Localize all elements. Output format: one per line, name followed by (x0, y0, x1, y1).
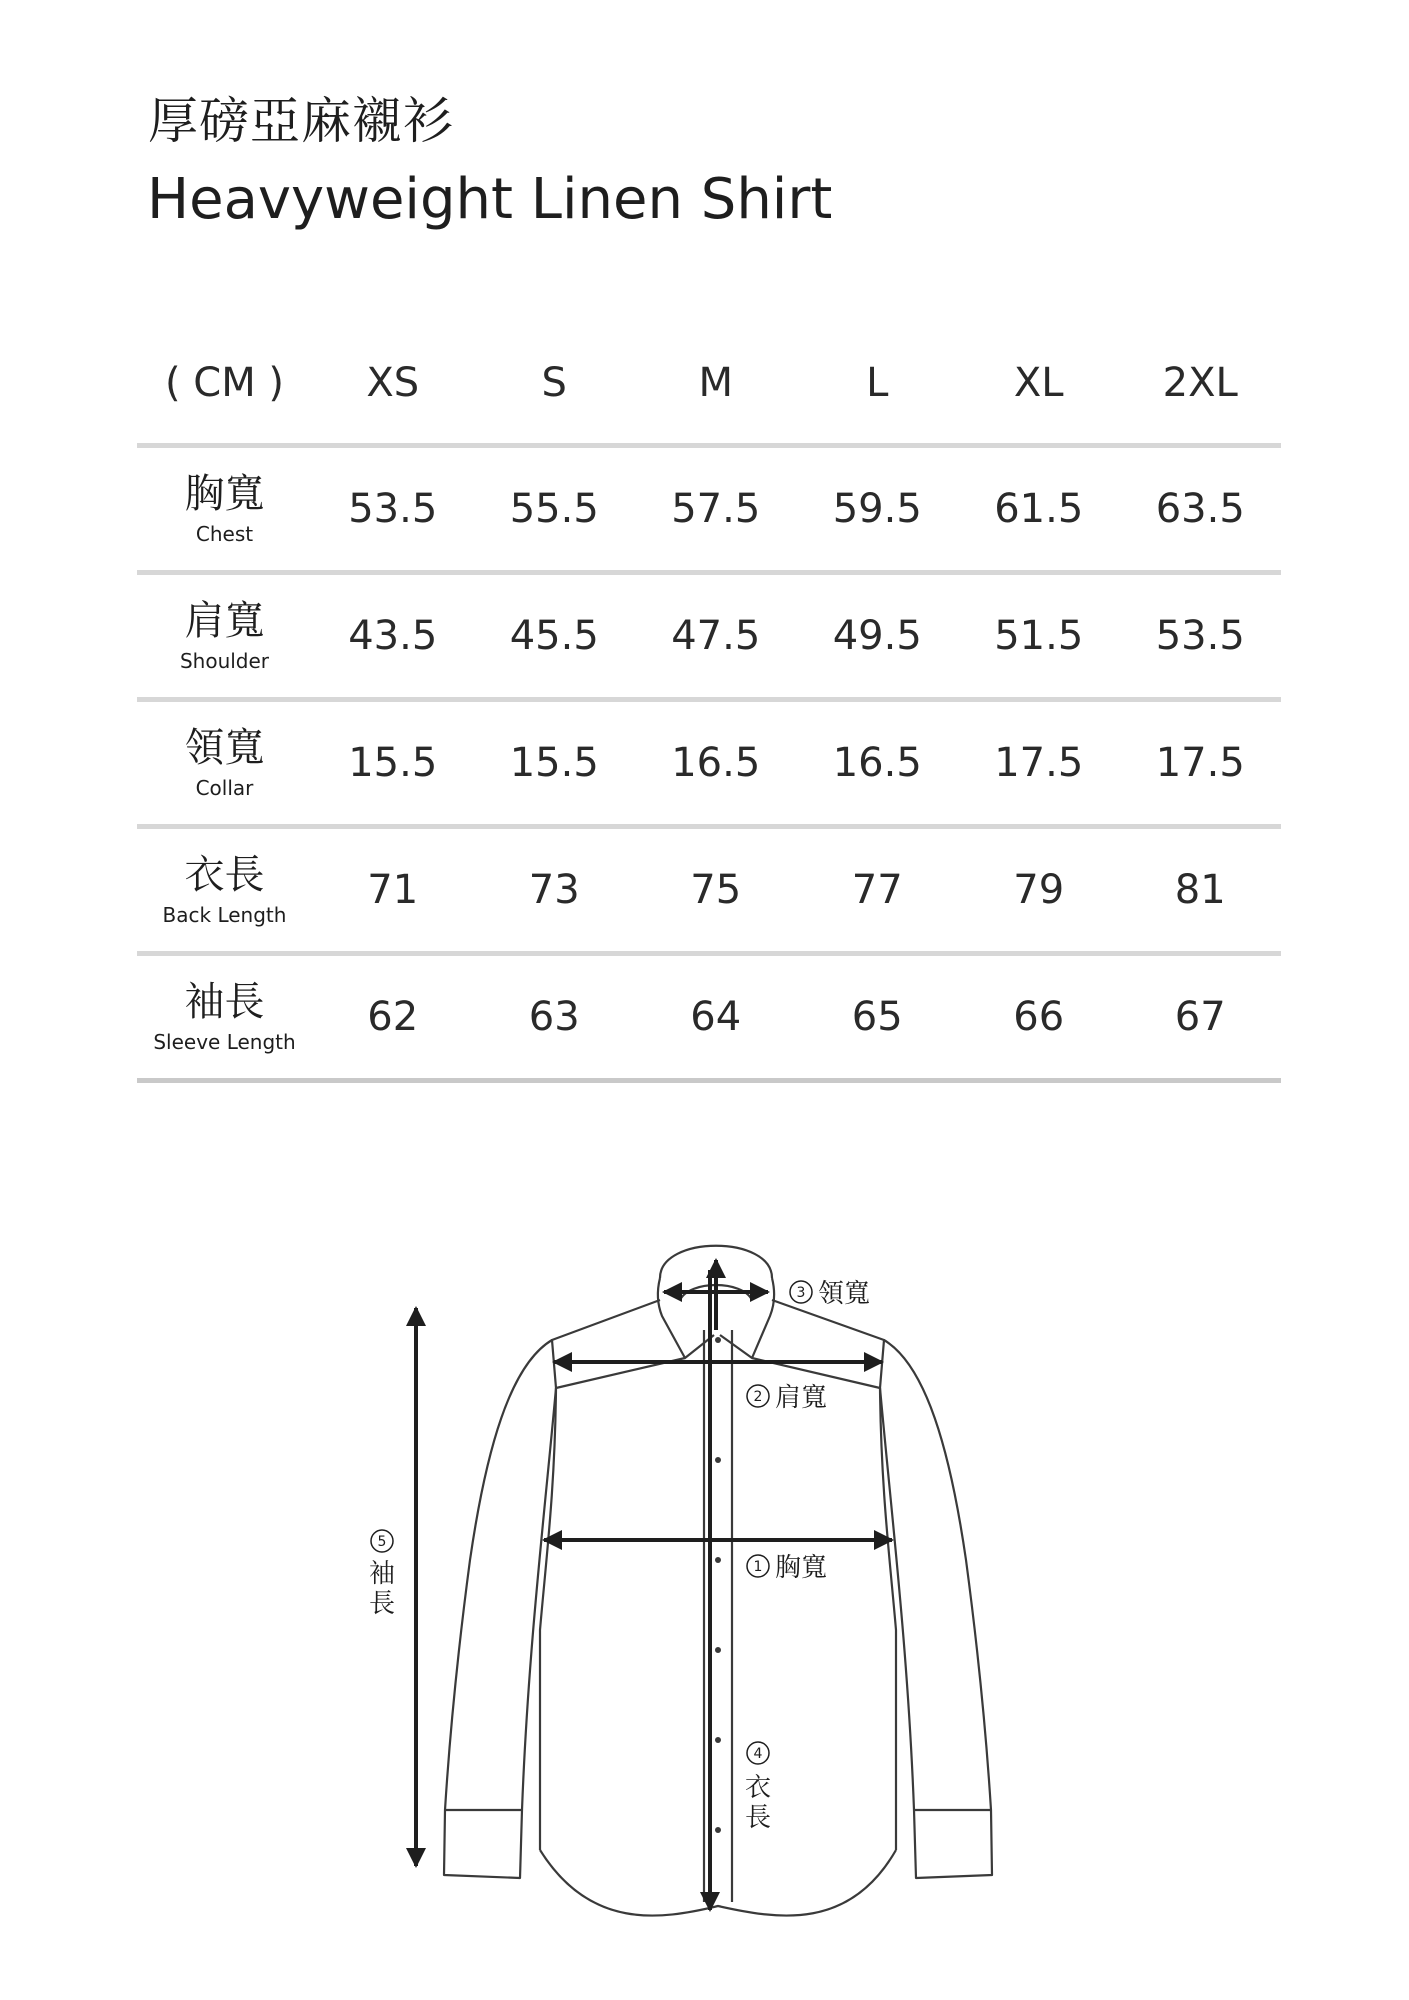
size-table (137, 322, 1281, 1083)
row-label-en: Back Length (162, 903, 287, 927)
table-row-chest (137, 448, 1281, 575)
table-cell: 53.5 (348, 486, 438, 532)
row-label-zh: 領寬 (184, 725, 265, 771)
table-row-back-length (137, 829, 1281, 956)
shoulder-number: 2 (753, 1389, 763, 1405)
shirt-measurement-diagram (360, 1230, 1020, 1930)
size-l: L (866, 359, 889, 406)
table-cell: 17.5 (1155, 740, 1245, 786)
length-number: 4 (753, 1746, 763, 1762)
row-label-en: Shoulder (179, 649, 270, 673)
table-cell: 62 (367, 994, 419, 1040)
size-2xl: 2XL (1162, 359, 1238, 406)
table-cell: 47.5 (671, 613, 761, 659)
table-cell: 66 (1013, 994, 1065, 1040)
table-cell: 67 (1174, 994, 1226, 1040)
body-right-side (880, 1388, 896, 1850)
table-cell: 57.5 (671, 486, 761, 532)
sleeve-text-2: 長 (368, 1589, 396, 1619)
sleeve-number: 5 (377, 1534, 387, 1550)
table-cell: 75 (690, 867, 742, 913)
buttons (715, 1337, 721, 1833)
size-header-row (137, 322, 1281, 448)
table-row-collar (137, 702, 1281, 829)
row-label (137, 599, 312, 673)
table-cell: 79 (1013, 867, 1065, 913)
unit-cell (137, 360, 312, 406)
row-label-zh: 袖長 (184, 979, 265, 1025)
table-cell: 64 (690, 994, 742, 1040)
hem (540, 1850, 896, 1916)
collar-text: 領寬 (818, 1279, 871, 1309)
yoke-left (552, 1300, 685, 1388)
table-cell: 63 (528, 994, 580, 1040)
row-label (137, 472, 312, 546)
table-cell: 16.5 (671, 740, 761, 786)
row-label (137, 853, 312, 927)
table-row-shoulder (137, 575, 1281, 702)
collar-number: 3 (796, 1285, 806, 1301)
table-cell: 16.5 (832, 740, 922, 786)
table-cell: 65 (851, 994, 903, 1040)
shoulder-label (747, 1383, 827, 1413)
sleeve-left-outer (445, 1340, 552, 1810)
row-label (137, 726, 312, 800)
row-label-en: Collar (195, 776, 254, 800)
table-cell: 81 (1174, 867, 1226, 913)
length-text-2: 長 (744, 1803, 772, 1833)
length-label (745, 1742, 771, 1833)
table-cell: 71 (367, 867, 419, 913)
size-m: M (698, 359, 733, 406)
unit-label: ( CM ) (164, 359, 285, 406)
cuff-left (444, 1810, 522, 1878)
row-label-zh: 衣長 (184, 852, 265, 898)
table-cell: 43.5 (348, 613, 438, 659)
chest-label (747, 1553, 827, 1583)
sleeve-label (369, 1530, 395, 1619)
sleeve-right-outer (884, 1340, 991, 1810)
table-cell: 45.5 (509, 613, 599, 659)
table-cell: 61.5 (994, 486, 1084, 532)
chest-number: 1 (753, 1559, 763, 1575)
row-label-zh: 胸寬 (184, 471, 265, 517)
table-row-sleeve-length (137, 956, 1281, 1083)
collar-label (790, 1279, 870, 1309)
table-cell: 15.5 (509, 740, 599, 786)
body-left-side (540, 1388, 556, 1850)
size-s: S (541, 359, 567, 406)
table-cell: 77 (851, 867, 903, 913)
title-english: Heavyweight Linen Shirt (147, 167, 833, 232)
size-xs: XS (366, 359, 420, 406)
shoulder-text: 肩寬 (775, 1383, 828, 1413)
row-label-en: Sleeve Length (153, 1030, 296, 1054)
cuff-right (914, 1810, 992, 1878)
table-cell: 51.5 (994, 613, 1084, 659)
table-cell: 63.5 (1155, 486, 1245, 532)
table-cell: 17.5 (994, 740, 1084, 786)
table-cell: 49.5 (832, 613, 922, 659)
table-cell: 53.5 (1155, 613, 1245, 659)
table-cell: 55.5 (509, 486, 599, 532)
shirt-outline (444, 1246, 992, 1916)
table-cell: 15.5 (348, 740, 438, 786)
length-text-1: 衣 (744, 1773, 772, 1803)
row-label (137, 980, 312, 1054)
sleeve-text-1: 袖 (368, 1559, 396, 1589)
title-chinese: 厚磅亞麻襯衫 (148, 92, 454, 150)
size-xl: XL (1013, 359, 1064, 406)
row-label-zh: 肩寬 (184, 598, 265, 644)
table-cell: 59.5 (832, 486, 922, 532)
table-cell: 73 (528, 867, 580, 913)
chest-text: 胸寬 (775, 1553, 828, 1583)
row-label-en: Chest (195, 522, 254, 546)
